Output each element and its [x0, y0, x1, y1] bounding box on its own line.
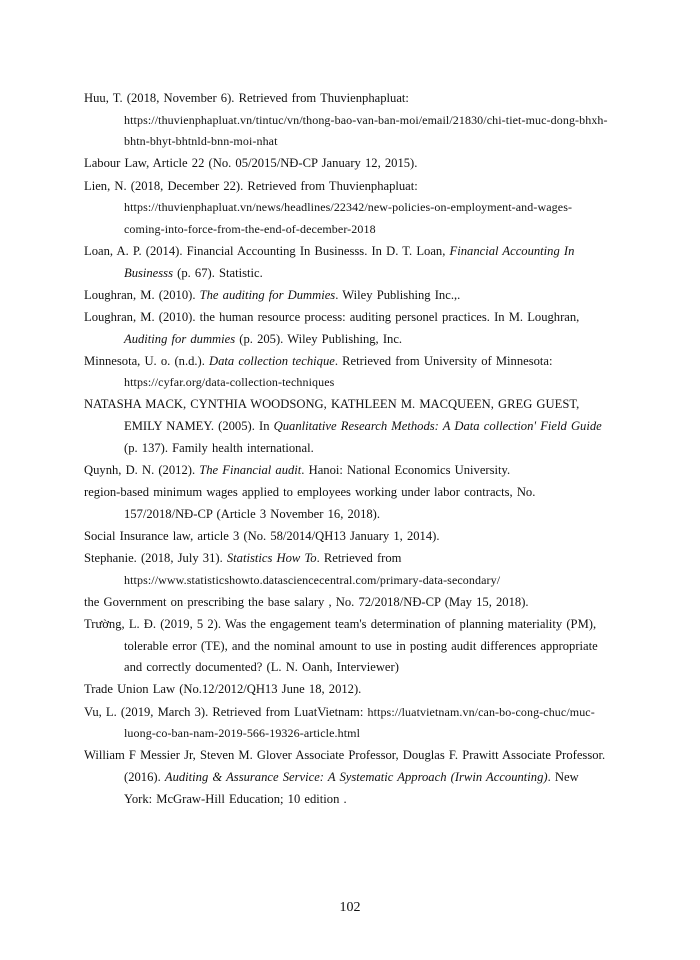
reference-title: Auditing & Assurance Service: A Systematic Approach (Irwin Accounting): [164, 769, 548, 784]
reference-text: Lien, N. (2018, December 22). Retrieved from Thuvienphapluat:: [84, 178, 418, 193]
reference-text: Trường, L. Đ. (2019, 5 2). Was the engagement team's determination of planning materiality (PM), tolerable error (TE), and the nominal amount to use in posting audit differences appropriate and correctly documented? (L. N. Oanh, Interviewer): [84, 616, 598, 675]
reference-entry: [84, 241, 610, 284]
reference-entry: [84, 702, 610, 745]
reference-text: William F Messier Jr, Steven M. Glover Associate Professor, Douglas F. Prawitt Associate Professor. (2016).: [84, 748, 606, 784]
reference-text: (p. 137). Family health international.: [124, 440, 314, 455]
reference-entry: [84, 614, 610, 679]
reference-text: Huu, T. (2018, November 6). Retrieved from Thuvienphapluat:: [84, 91, 409, 105]
reference-title: Quanlitative Research Methods: A Data collection' Field Guide: [273, 419, 602, 434]
reference-entry: [84, 176, 610, 241]
reference-entry: [84, 285, 610, 307]
reference-text: Loughran, M. (2010). the human resource process: auditing personel practices. In M. Loughran,: [84, 309, 580, 324]
reference-text: the Government on prescribing the base salary , No. 72/2018/NĐ-CP (May 15, 2018).: [84, 594, 529, 609]
reference-url: https://thuvienphapluat.vn/tintuc/vn/thong-bao-van-ban-moi/email/21830/chi-tiet-muc-dong-bhxh-bhtn-bhyt-bhtnld-bnn-moi-nhat: [124, 112, 608, 149]
reference-title: Statistics How To: [226, 551, 317, 565]
reference-entry: [84, 460, 610, 482]
reference-text: Stephanie. (2018, July 31).: [84, 551, 227, 565]
reference-text: NATASHA MACK, CYNTHIA WOODSONG, KATHLEEN M. MACQUEEN, GREG GUEST, EMILY NAMEY. (2005). In: [84, 397, 580, 434]
reference-text: . New York: McGraw-Hill Education; 10 edition .: [124, 769, 579, 806]
reference-title: The auditing for Dummies: [199, 287, 336, 302]
reference-url: https://cyfar.org/data-collection-techniques: [124, 375, 335, 390]
reference-text: Vu, L. (2019, March 3). Retrieved from LuatVietnam:: [84, 704, 368, 719]
reference-entry: [84, 679, 610, 701]
reference-entry: [84, 88, 610, 153]
reference-entry: [84, 394, 610, 459]
reference-title: Auditing for dummies: [124, 331, 236, 346]
reference-text: region-based minimum wages applied to employees working under labor contracts, No. 157/2018/NĐ-CP (Article 3 November 16, 2018).: [84, 485, 536, 521]
reference-list: [84, 88, 610, 811]
reference-entry: [84, 526, 610, 548]
reference-entry: [84, 307, 610, 350]
reference-text: . Retrieved from: [316, 551, 402, 565]
reference-entry: [84, 592, 610, 614]
reference-text: Quynh, D. N. (2012).: [84, 462, 200, 477]
reference-text: Loan, A. P. (2014). Financial Accounting In Businesss. In D. T. Loan,: [84, 243, 450, 258]
reference-text: Minnesota, U. o. (n.d.).: [84, 353, 210, 368]
reference-text: (p. 205). Wiley Publishing, Inc.: [235, 331, 403, 346]
reference-entry: [84, 153, 610, 175]
reference-title: The Financial audit: [199, 462, 302, 477]
reference-text: Social Insurance law, article 3 (No. 58/2014/QH13 January 1, 2014).: [84, 528, 440, 543]
reference-text: Loughran, M. (2010).: [84, 287, 200, 302]
reference-text: Trade Union Law (No.12/2012/QH13 June 18, 2012).: [84, 682, 362, 697]
page-number: 102: [339, 900, 361, 915]
reference-title: Data collection techique: [209, 353, 335, 368]
reference-text: . Retrieved from University of Minnesota:: [334, 353, 553, 368]
reference-url: https://thuvienphapluat.vn/news/headlines/22342/new-policies-on-employment-and-wages-coming-into-force-from-the-end-of-december-2018: [124, 200, 573, 236]
reference-entry: [84, 482, 610, 525]
reference-entry: [84, 351, 610, 394]
reference-title: Financial Accounting In Businesss: [124, 243, 575, 280]
reference-text: . Hanoi: National Economics University.: [301, 462, 511, 477]
reference-text: . Wiley Publishing Inc.,.: [335, 287, 461, 302]
reference-url: https://luatvietnam.vn/can-bo-cong-chuc/muc-luong-co-ban-nam-2019-566-19326-article.html: [124, 704, 595, 741]
reference-url: https://www.statisticshowto.datasciencecentral.com/primary-data-secondary/: [124, 572, 501, 587]
reference-text: Labour Law, Article 22 (No. 05/2015/NĐ-CP January 12, 2015).: [84, 156, 418, 171]
reference-text: (p. 67). Statistic.: [172, 265, 263, 280]
reference-entry: [84, 745, 610, 810]
reference-entry: [84, 548, 610, 591]
